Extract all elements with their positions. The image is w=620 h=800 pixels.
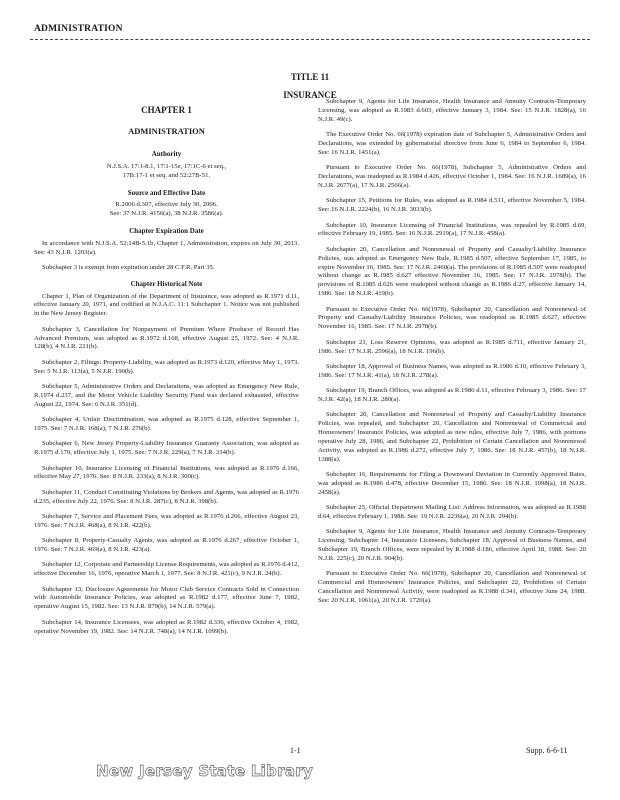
history-paragraph: Subchapter 14, Insurance Licensees, was adopted as R.1982 d.336, effective October 4, 1982, operative November 19, 1982. See: 14 N.J.R. 748(a), 14 N.J.R. 1099(b).	[34, 618, 299, 635]
source-line: See: 37 N.J.R. 4156(a), 38 N.J.R. 3586(a).	[109, 210, 224, 218]
history-paragraph: Subchapter 10, Insurance Licensing of Financial Institutions, was repealed by R.1985 d.69, effective February 19, 1985. See: 16 N.J.R. 2919(a), 17 N.J.R. 458(a).	[318, 221, 586, 238]
history-paragraph: Subchapter 10, Insurance Licensing of Financial Institutions, was adopted as R.1976 d.166, effective May 27, 1976. See: 8 N.J.R. 233(a), 8 N.J.R. 300(c).	[34, 464, 299, 481]
history-paragraph: Subchapter 20, Cancellation and Nonrenewal of Property and Casualty/Liability Insurance Policies, was adopted as Emergency New Rule, R.1985 d.507, effective September 17, 1985, to expire November 16, 1985. See: 17 N.J.R. 2460(a). The provisions of R.1985 d.507 were readopted without change as R.1985 d.627 effective November 16, 1985. See: 17 N.J.R. 2978(b). The provisions of R.1985 d.626 were readopted without change as R.1986 d.27, effective January 14, 1986. See: 18 N.J.R. 419(b).	[318, 245, 586, 298]
history-paragraph: Subchapter 4, Unfair Discrimination, was adopted as R.1975 d.128, effective September 1, 1975. See: 7 N.J.R. 168(a), 7 N.J.R. 276(b).	[34, 416, 299, 432]
source-text	[34, 201, 299, 219]
history-paragraph: Subchapter 19, Branch Offices, was adopted as R.1986 d.11, effective February 3, 1986. See: 17 N.J.R. 42(a), 18 N.J.R. 280(a).	[318, 387, 586, 403]
history-paragraph: Pursuant to Executive Order No. 66(1978), Subchapter 20, Cancellation and Nonrenewal of Commercial and Homeowners' Insurance Policies, and Subchapter 22, Prohibition of Certain Cancellation and Nonrenewal Activity, were readopted as R.1988 d.341, effective June 24, 1988. See: 20 N.J.R. 1061(a), 20 N.J.R. 1720(a).	[318, 570, 586, 605]
expiration-heading: Chapter Expiration Date	[129, 227, 204, 236]
history-paragraph: Subchapter 2, Filings: Property-Liability, was adopted as R.1973 d.120, effective May 1, 1973. See: 5 N.J.R. 113(a), 5 N.J.R. 190(b).	[34, 358, 299, 375]
history-paragraph: Subchapter 21, Loss Reserve Opinions, was adopted as R.1985 d.711, effective January 21, 1986. See: 17 N.J.R. 2596(a), 18 N.J.R. 196(b).	[318, 338, 586, 355]
history-paragraph: Chapter 1, Plan of Organization of the Department of Insurance, was adopted as R.1971 d.11, effective January 20, 1971, and codified at N.J.A.C. 11:1 Subchapter 1. Notice was not published in the New Jersey Register.	[34, 292, 299, 318]
page-number: 1-1	[290, 746, 301, 755]
source-line: R.2006 d.307, effective July 30, 2006.	[115, 201, 218, 209]
history-paragraph: Subchapter 8, Property-Casualty Agents, was adopted as R.1976 d.267, effective October 1, 1976. See: 7 N.J.R. 469(a), 8 N.J.R. 423(a).	[34, 537, 299, 554]
expiration-paragraph: In accordance with N.J.S.A. 52:14B-5.1b, Chapter 1, Administration, expires on July 30, 2013. See: 43 N.J.R. 1203(a).	[34, 240, 299, 257]
history-paragraph: Subchapter 5, Administrative Orders and Declarations, was adopted as Emergency New Rule, R.1974 d.237, and the Motor Vehicle Liability Security Fund was declared exhausted, effective August 22, 1974. See: 6 N.J.R. 351(d).	[34, 382, 299, 408]
history-paragraph: Subchapter 15, Petitions for Rules, was adopted as R.1984 d.511, effective November 5, 1984. See: 16 N.J.R. 2224(b), 16 N.J.R. 3033(b).	[318, 197, 586, 214]
history-paragraph: Subchapter 12, Corporate and Partnership License Requirements, was adopted as R.1976 d.412, effective December 16, 1976, operative March 1, 1977. See: 8 N.J.R. 421(c), 9 N.J.R. 24(b).	[34, 561, 299, 578]
history-paragraph: Subchapter 13, Disclosure Agreements for Motor Club Service Contracts Sold in Connection with Automobile Insurance Policies, was adopted as R.1982 d.177, effective June 7, 1982, operative August 15, 1982. See: 13 N.J.R. 879(b), 14 N.J.R. 579(a).	[34, 585, 299, 611]
history-paragraph: Subchapter 3, Cancellation for Nonpayment of Premium Where Producer of Record Has Advanced Premium, was adopted as R.1972 d.168, effective August 25, 1972. See: 4 N.J.R. 128(b), 4 N.J.R. 221(b).	[34, 325, 299, 351]
history-paragraph: Subchapter 6, New Jersey Property-Liability Insurance Guaranty Association, was adopted as R.1975 d.170, effective July 1, 1975. See: 7 N.J.R. 229(a), 7 N.J.R. 334(b).	[34, 440, 299, 457]
history-paragraph: Subchapter 20, Cancellation and Nonrenewal of Property and Casualty/Liability Insurance Policies, was repealed, and Subchapter 20, Cancellation and Nonrenewal of Commercial and Homeowners' Insurance Policies, was adopted as new rules, effective July 7, 1986, with portions operative July 28, 1986, and Subchapter 22, Prohibition of Certain Cancellation and Nonrenewal Activity, was adopted as R.1986 d.272, effective July 7, 1986. See: 18 N.J.R. 457(b), 18 N.J.R. 1388(a).	[318, 411, 586, 463]
supplement-date: Supp. 6-6-11	[526, 746, 568, 755]
history-paragraph: Subchapter 25, Official Department Mailing List: Address Information, was adopted as R.1988 d.64, effective February 1, 1988. See: 19 N.J.R. 2236(a), 20 N.J.R. 294(b).	[318, 504, 586, 521]
authority-line: N.J.S.A. 17:1-8.1, 17:1-15e, 17:1C-6 et seq.,	[106, 162, 227, 170]
authority-heading: Authority	[151, 149, 182, 158]
authority-line: 17B:17-1 et seq. and 52:27B-51.	[122, 171, 211, 179]
history-paragraph: Subchapter 16, Requirements for Filing a Downward Deviation in Currently Approved Rates, was adopted as R.1986 d.478, effective December 15, 1986. See: 18 N.J.R. 1998(a), 18 N.J.R. 2458(a).	[318, 471, 586, 496]
running-head: ADMINISTRATION	[34, 24, 123, 34]
history-paragraph: The Executive Order No. 66(1978) expiration date of Subchapter 5, Administrative Orders and Declarations, was extended by gubernatorial directive from June 6, 1984 to September 6, 1984. See: 16 N.J.R. 1451(a).	[318, 131, 586, 156]
title-name: INSURANCE	[283, 90, 337, 100]
history-paragraph: Subchapter 7, Service and Placement Fees, was adopted as R.1976 d.266, effective August 23, 1976. See: 7 N.J.R. 468(a), 8 N.J.R. 422(b).	[34, 512, 299, 529]
right-column	[318, 98, 586, 612]
history-paragraph: Pursuant to Executive Order No. 66(1978), Subchapter 20, Cancellation and Nonrenewal of Property and Casualty/Liability Insurance Policies, was readopted as R.1985 d.627, effective November 16, 1985. See: 17 N.J.R. 2978(b).	[318, 305, 586, 331]
chapter-name: ADMINISTRATION	[128, 125, 205, 136]
history-paragraph: Subchapter 11, Conduct Constituting Violations by Brokers and Agents, was adopted as R.1976 d.235, effective July 22, 1976. See: 8 N.J.R. 287(c), 8 N.J.R. 398(b).	[34, 488, 299, 505]
history-paragraph: Subchapter 9, Agents for Life Insurance, Health Insurance and Annuity Contracts-Temporary Licensing, Subchapter 14, Insurance Licensees, Subchapter 18, Approval of Business Names, and Subchapter 19, Branch Offices, were repealed by R.1988 d.186, effective April 18, 1988. See: 20 N.J.R. 225(c), 20 N.J.R. 904(b).	[318, 528, 586, 563]
history-heading: Chapter Historical Note	[130, 279, 203, 288]
history-paragraph: Subchapter 9, Agents for Life Insurance, Health Insurance and Annuity Contracts-Temporary Licensing, was adopted as R.1983 d.603, effective January 3, 1984. See: 15 N.J.R. 1828(a), 16 N.J.R. 49(c).	[318, 98, 586, 123]
library-watermark: New Jersey State Library	[96, 762, 314, 780]
history-paragraph: Pursuant to Executive Order No. 66(1978), Subchapter 5, Administrative Orders and Declarations, was readopted as R.1984 d.426, effective October 1, 1984. See: 16 N.J.R. 1689(a), 16 N.J.R. 2677(a), 17 N.J.R. 2566(a).	[318, 164, 586, 190]
authority-text	[34, 163, 299, 181]
chapter-number: CHAPTER 1	[141, 105, 192, 115]
header-rule	[30, 39, 590, 40]
history-paragraph: Subchapter 18, Approval of Business Names, was adopted as R.1986 d.10, effective February 3, 1986. See: 17 N.J.R. 41(a), 18 N.J.R. 278(a).	[318, 362, 586, 379]
expiration-paragraph: Subchapter 3 is exempt from expiration under 28 C.F.R. Part 35.	[42, 264, 215, 272]
source-heading: Source and Effective Date	[127, 188, 206, 197]
title-number: TITLE 11	[290, 72, 330, 82]
left-column	[34, 98, 299, 643]
